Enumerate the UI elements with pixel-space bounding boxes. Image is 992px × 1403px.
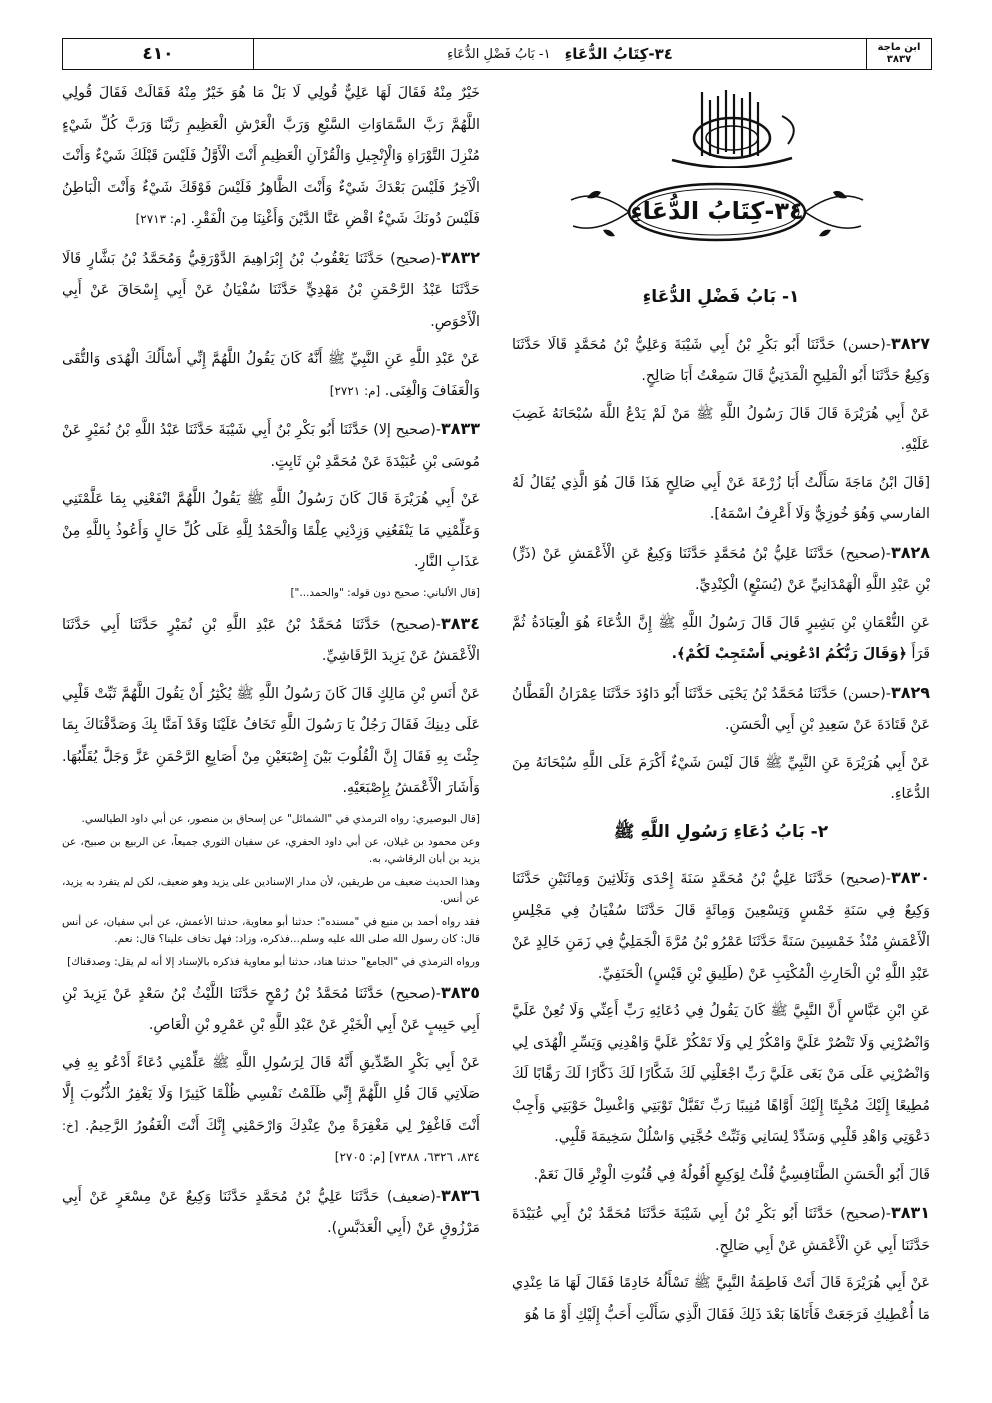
basmala-calligraphy-icon bbox=[632, 86, 832, 168]
hadith-3827-isnad: ٣٨٢٧-(حسن) حَدَّثَنَا أَبُو بَكْرِ بْنُ أَبِي شَيْبَةَ وَعَلِيُّ بْنُ مُحَمَّدٍ قَالَا حَدَّثَنَا وَكِيعٌ حَدَّثَنَا أَبُو الْمَلِيحِ الْمَدَنِيُّ قَالَ سَمِعْتُ أَبَا صَالِحٍ. bbox=[512, 333, 930, 384]
commentary-note: وهذا الحديث ضعيف من طريقين، لأن مدار الإسنادين على يزيد وهو ضعيف، لكن لم يتفرد به يزيد، عن أنس. bbox=[62, 875, 480, 905]
running-chapter-title: ١- بَابُ فَضْلِ الدُّعَاءِ bbox=[447, 46, 551, 62]
source-ref: [م: ٢٧١٣] bbox=[135, 212, 186, 226]
book-heading: ٣٤-كِتَابُ الدُّعَاءِ bbox=[630, 197, 804, 226]
hadith-3831-isnad: ٣٨٣١-(صحيح) حَدَّثَنَا أَبُو بَكْرِ بْنُ أَبِي شَيْبَةَ حَدَّثَنَا مُحَمَّدُ بْنُ أَبِي عُبَيْدَةَ حَدَّثَنَا أَبِي عَنِ الْأَعْمَشِ عَنْ أَبِي صَالِحٍ. bbox=[512, 1203, 930, 1254]
chapter-heading: ١- بَابُ فَضْلِ الدُّعَاءِ bbox=[642, 287, 800, 307]
hadith-3836-isnad: ٣٨٣٦-(ضعيف) حَدَّثَنَا عَلِيُّ بْنُ مُحَمَّدٍ حَدَّثَنَا وَكِيعٌ عَنْ مِسْعَرٍ عَنْ أَبِي مَرْزُوقٍ عَنْ (أَبِي الْعَدَبَّسِ). bbox=[62, 1185, 480, 1236]
hadith-number: ٣٨٢٨ bbox=[890, 542, 930, 562]
hadith-3832-matn: عَنْ عَبْدِ اللَّهِ عَنِ النَّبِيِّ ﷺ أَنَّهُ كَانَ يَقُولُ اللَّهُمَّ إِنِّي أَسْأَلُكَ الْهُدَى وَالتُّقَى وَالْعَفَافَ وَالْغِنَى. [م: ٢٧٢١] bbox=[62, 351, 480, 399]
hadith-3834-matn: عَنْ أَنَسِ بْنِ مَالِكٍ قَالَ كَانَ رَسُولُ اللَّهِ ﷺ يُكْثِرُ أَنْ يَقُولَ اللَّهُمَّ ثَبِّتْ قَلْبِي عَلَى دِينِكَ فَقَالَ رَجُلٌ يَا رَسُولَ اللَّهِ تَخَافُ عَلَيْنَا وَقَدْ آمَنَّا بِكَ وَصَدَّقْنَاكَ بِمَا جِئْتَ بِهِ فَقَالَ إِنَّ الْقُلُوبَ بَيْنَ إِصْبَعَيْنِ مِنْ أَصَابِعِ الرَّحْمَنِ عَزَّ وَجَلَّ يُقَلِّبُهَا. وَأَشَارَ الْأَعْمَشُ بِإِصْبَعَيْهِ. bbox=[62, 685, 480, 796]
hadith-3835-matn: عَنْ أَبِي بَكْرٍ الصِّدِّيقِ أَنَّهُ قَالَ لِرَسُولِ اللَّهِ ﷺ عَلِّمْنِي دُعَاءً أَدْعُو بِهِ فِي صَلَاتِي قَالَ قُلِ اللَّهُمَّ إِنِّي ظَلَمْتُ نَفْسِي ظُلْمًا كَثِيرًا وَلَا يَغْفِرُ الذُّنُوبَ إِلَّا أَنْتَ فَاغْفِرْ لِي مَغْفِرَةً مِنْ عِنْدِكَ وَارْحَمْنِي إِنَّكَ أَنْتَ الْغَفُورُ الرَّحِيمُ. [خ: ٨٣٤، ٦٣٢٦، ٧٣٨٨] [م: ٢٧٠٥] bbox=[62, 1054, 480, 1164]
hadith-number: ٣٨٣١ bbox=[890, 1203, 930, 1222]
commentary-note: [قال البوصيري: رواه الترمذي في "الشمائل" عن إسحاق بن منصور، عن أبي داود الطيالسي. bbox=[81, 812, 480, 825]
hadith-3830-note: قَالَ أَبُو الْحَسَنِ الطَّنَافِسِيُّ قُلْتُ لِوَكِيعٍ أَقُولُهُ فِي قُنُوتِ الْوِتْرِ قَالَ نَعَمْ. bbox=[533, 1166, 930, 1183]
hadith-number: ٣٨٣٣ bbox=[440, 419, 480, 438]
left-column bbox=[62, 78, 480, 1251]
source-name: ابن ماجة bbox=[877, 42, 921, 53]
page-number: ٤١٠ bbox=[63, 39, 254, 69]
quran-verse: ﴿وَقَالَ رَبُّكُمُ ادْعُونِي أَسْتَجِبْ لَكُمْ﴾. bbox=[671, 646, 907, 662]
hadith-3835-isnad: ٣٨٣٥-(صحيح) حَدَّثَنَا مُحَمَّدُ بْنُ رُمْحٍ حَدَّثَنَا اللَّيْثُ بْنُ سَعْدٍ عَنْ يَزِيدَ بْنِ أَبِي حَبِيبٍ عَنْ أَبِي الْخَيْرِ عَنْ عَبْدِ اللَّهِ بْنِ عَمْرِو بْنِ الْعَاصِ. bbox=[62, 982, 480, 1033]
hadith-3827-matn: عَنْ أَبِي هُرَيْرَةَ قَالَ قَالَ رَسُولُ اللَّهِ ﷺ مَنْ لَمْ يَدْعُ اللَّهَ سُبْحَانَهُ غَضِبَ عَلَيْهِ. bbox=[512, 405, 930, 453]
chapter-heading: ٢- بَابُ دُعَاءِ رَسُولِ اللَّهِ ﷺ bbox=[613, 821, 829, 842]
hadith-3830-matn: عَنِ ابْنِ عَبَّاسٍ أَنَّ النَّبِيَّ ﷺ كَانَ يَقُولُ فِي دُعَائِهِ رَبِّ أَعِنِّي وَلَا تُعِنْ عَلَيَّ وَانْصُرْنِي وَلَا تَنْصُرْ عَلَيَّ وَامْكُرْ لِي وَلَا تَمْكُرْ عَلَيَّ وَاهْدِنِي وَيَسِّرِ الْهُدَى لِي وَانْصُرْنِي عَلَى مَنْ بَغَى عَلَيَّ رَبِّ اجْعَلْنِي لَكَ شَكَّارًا لَكَ ذَكَّارًا لَكَ رَهَّابًا لَكَ مُطِيعًا إِلَيْكَ مُخْبِتًا إِلَيْكَ أَوَّاهًا مُنِيبًا رَبِّ تَقَبَّلْ تَوْبَتِي وَاغْسِلْ حَوْبَتِي وَأَجِبْ دَعْوَتِي وَاهْدِ قَلْبِي وَسَدِّدْ لِسَانِي وَثَبِّتْ حُجَّتِي وَاسْلُلْ سَخِيمَةَ قَلْبِي. bbox=[512, 1003, 930, 1145]
running-title bbox=[254, 39, 866, 69]
right-column bbox=[512, 78, 930, 1337]
hadith-3829-isnad: ٣٨٢٩-(حسن) حَدَّثَنَا مُحَمَّدُ بْنُ يَحْيَى حَدَّثَنَا أَبُو دَاوُدَ حَدَّثَنَا عِمْرَانُ الْقَطَّانُ عَنْ قَتَادَةَ عَنْ سَعِيدِ بْنِ أَبِي الْحَسَنِ. bbox=[512, 682, 930, 733]
hadith-number: ٣٨٢٧ bbox=[890, 333, 930, 353]
commentary-note: وعن محمود بن غيلان، عن أبي داود الحفري، عن سفيان الثوري جميعاً، عن الربيع بن صبيح، عن يزيد بن أبان الرقاشي، به. bbox=[62, 835, 480, 865]
hadith-3830-isnad: ٣٨٣٠-(صحيح) حَدَّثَنَا عَلِيُّ بْنُ مُحَمَّدٍ سَنَةَ إِحْدَى وَثَلَاثِينَ وَمِائَتَيْنِ حَدَّثَنَا وَكِيعٌ فِي سَنَةِ خَمْسٍ وَتِسْعِينَ وَمِائَةٍ قَالَ حَدَّثَنَا سُفْيَانُ فِي مَجْلِسِ الْأَعْمَشِ مُنْذُ خَمْسِينَ سَنَةً حَدَّثَنَا عَمْرُو بْنُ مُرَّةَ الْجَمَلِيُّ فِي زَمَنِ خَالِدٍ عَنْ عَبْدِ اللَّهِ بْنِ الْحَارِثِ الْمُكْتِبِ عَنْ (طَلِيقِ بْنِ قَيْسٍ) الْحَنَفِيِّ. bbox=[512, 868, 930, 982]
hadith-number: ٣٨٢٩ bbox=[890, 682, 930, 702]
hadith-3832-isnad: ٣٨٣٢-(صحيح) حَدَّثَنَا يَعْقُوبُ بْنُ إِبْرَاهِيمَ الدَّوْرَقِيُّ وَمُحَمَّدُ بْنُ بَشَّارٍ قَالَا حَدَّثَنَا عَبْدُ الرَّحْمَنِ بْنُ مَهْدِيٍّ حَدَّثَنَا سُفْيَانُ عَنْ أَبِي إِسْحَاقَ عَنْ أَبِي الْأَحْوَصِ. bbox=[62, 247, 480, 330]
page-header bbox=[62, 38, 932, 70]
source-ref: [م: ٢٧٢١] bbox=[329, 383, 381, 398]
hadith-3829-matn: عَنْ أَبِي هُرَيْرَةَ عَنِ النَّبِيِّ ﷺ قَالَ لَيْسَ شَيْءٌ أَكْرَمَ عَلَى اللَّهِ سُبْحَانَهُ مِنَ الدُّعَاءِ. bbox=[512, 754, 930, 802]
hadith-3833-isnad: ٣٨٣٣-(صحيح إلا) حَدَّثَنَا أَبُو بَكْرِ بْنُ أَبِي شَيْبَةَ حَدَّثَنَا عَبْدُ اللَّهِ بْنُ نُمَيْرٍ عَنْ مُوسَى بْنِ عُبَيْدَةَ عَنْ مُحَمَّدِ بْنِ ثَابِتٍ. bbox=[62, 419, 480, 470]
hadith-3828-matn: عَنِ النُّعْمَانِ بْنِ بَشِيرٍ قَالَ قَالَ رَسُولُ اللَّهِ ﷺ إِنَّ الدُّعَاءَ هُوَ الْعِبَادَةُ ثُمَّ قَرَأَ ﴿وَقَالَ رَبُّكُمُ ادْعُونِي أَسْتَجِبْ لَكُمْ﴾. bbox=[512, 614, 930, 662]
book-ornament bbox=[512, 78, 930, 278]
book-title-frame bbox=[567, 178, 867, 246]
hadith-continuation: خَيْرٌ مِنْهُ فَقَالَ لَهَا عَلِيٌّ قُولِي لَا بَلْ مَا هُوَ خَيْرٌ مِنْهُ فَقَالَتْ فَقَالَ قُولِي اللَّهُمَّ رَبَّ السَّمَاوَاتِ السَّبْعِ وَرَبَّ الْعَرْشِ الْعَظِيمِ رَبَّنَا وَرَبَّ كُلِّ شَيْءٍ مُنْزِلَ التَّوْرَاةِ وَالْإِنْجِيلِ وَالْقُرْآنِ الْعَظِيمِ أَنْتَ الْأَوَّلُ فَلَيْسَ قَبْلَكَ شَيْءٌ وَأَنْتَ الْآخِرُ فَلَيْسَ بَعْدَكَ شَيْءٌ وَأَنْتَ الظَّاهِرُ فَلَيْسَ فَوْقَكَ شَيْءٌ وَأَنْتَ الْبَاطِنُ فَلَيْسَ دُونَكَ شَيْءٌ اقْضِ عَنَّا الدَّيْنَ وَأَغْنِنَا مِنَ الْفَقْرِ. [م: ٢٧١٣] bbox=[62, 85, 480, 227]
hadith-number: ٣٨٣٢ bbox=[440, 247, 480, 267]
hadith-3827-note: [قَالَ ابْنُ مَاجَةَ سَأَلْتُ أَبَا زُرْعَةَ عَنْ أَبِي صَالِحٍ هَذَا قَالَ هُوَ الَّذِي يُقَالُ لَهُ الفارسي وَهُوَ خُوزِيٌّ وَلَا أَعْرِفُ اسْمَهُ]. bbox=[512, 474, 930, 522]
hadith-number: ٣٨٣٦ bbox=[440, 1185, 480, 1205]
running-book-title: ٣٤-كِتَابُ الدُّعَاءِ bbox=[564, 45, 673, 63]
source-ref: [خ: ٨٣٤، ٦٣٢٦، ٧٣٨٨] [م: ٢٧٠٥] bbox=[62, 1118, 480, 1164]
commentary-note: فقد رواه أحمد بن منيع في "مسنده": حدثنا أبو معاوية، حدثنا الأعمش، عن أبي سفيان، عن أنس قال: كان رسول الله صلى الله عليه وسلم...فذكره، وزاد: فهل تخاف علينا؟ قال: نعم. bbox=[62, 915, 480, 945]
hadith-3834-isnad: ٣٨٣٤-(صحيح) حَدَّثَنَا مُحَمَّدُ بْنُ عَبْدِ اللَّهِ بْنِ نُمَيْرٍ حَدَّثَنَا أَبِي حَدَّثَنَا الْأَعْمَشُ عَنْ يَزِيدَ الرَّقَاشِيِّ. bbox=[62, 613, 480, 664]
hadith-3828-isnad: ٣٨٢٨-(صحيح) حَدَّثَنَا عَلِيُّ بْنُ مُحَمَّدٍ حَدَّثَنَا وَكِيعٌ عَنِ الْأَعْمَشِ عَنْ (ذَرٍّ) بْنِ عَبْدِ اللَّهِ الْهَمْدَانِيِّ عَنْ (يُسَيْعٍ) الْكِنْدِيِّ. bbox=[512, 542, 930, 593]
commentary-note: ورواه الترمذي في "الجامع" حدثنا هناد، حدثنا أبو معاوية فذكره بالإسناد إلا أنه لم يقل: وصدقناك] bbox=[67, 955, 480, 968]
hadith-number: ٣٨٣٥ bbox=[440, 982, 480, 1002]
hadith-range: ٣٨٣٧ bbox=[886, 54, 912, 65]
hadith-number: ٣٨٣٤ bbox=[440, 613, 480, 633]
hadith-3833-matn: عَنْ أَبِي هُرَيْرَةَ قَالَ كَانَ رَسُولُ اللَّهِ ﷺ يَقُولُ اللَّهُمَّ انْفَعْنِي بِمَا عَلَّمْتَنِي وَعَلِّمْنِي مَا يَنْفَعُنِي وَزِدْنِي عِلْمًا وَالْحَمْدُ لِلَّهِ عَلَى كُلِّ حَالٍ وَأَعُوذُ بِاللَّهِ مِنْ عَذَابِ النَّارِ. bbox=[62, 491, 480, 570]
hadith-number: ٣٨٣٠ bbox=[890, 868, 930, 887]
source-reference bbox=[866, 39, 931, 69]
hadith-3831-matn: عَنْ أَبِي هُرَيْرَةَ قَالَ أَتَتْ فَاطِمَةُ النَّبِيَّ ﷺ تَسْأَلُهُ خَادِمًا فَقَالَ لَهَا مَا عِنْدِي مَا أُعْطِيكِ فَرَجَعَتْ فَأَتَاهَا بَعْدَ ذَلِكَ فَقَالَ الَّذِي سَأَلْتِ أَحَبُّ إِلَيْكِ أَوْ مَا هُوَ bbox=[512, 1275, 930, 1323]
grading-note: [قال الألباني: صحيح دون قوله: "والحمد..."] bbox=[290, 586, 480, 599]
